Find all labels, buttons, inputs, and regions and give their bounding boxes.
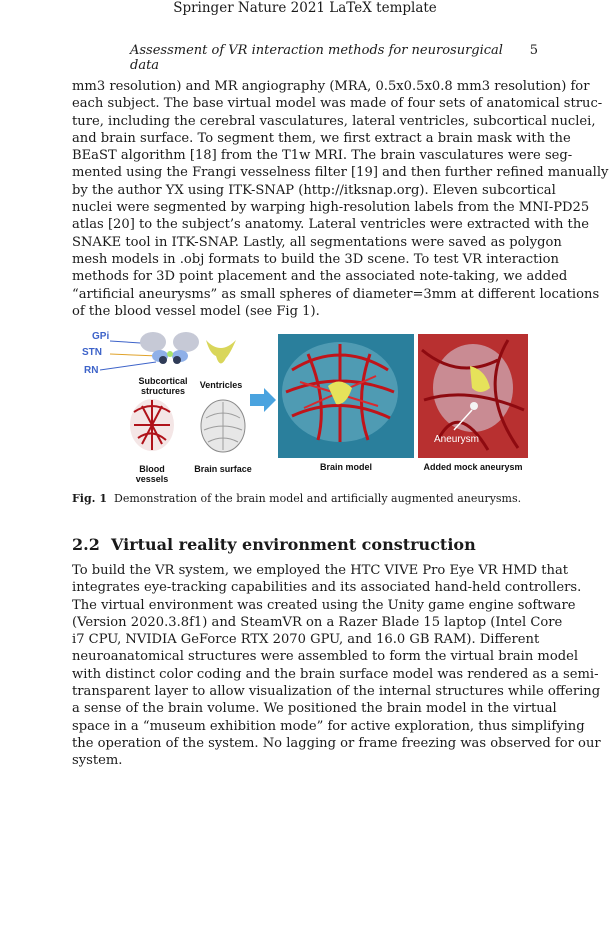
paragraph-intro [72, 78, 609, 320]
label-subcortical-structures: Subcortical structures [138, 376, 188, 396]
figure-1 [78, 330, 530, 484]
flow-arrow-icon [250, 388, 276, 412]
text-line: space in a “museum exhibition mode” for active exploration, thus simplifying [72, 718, 585, 734]
label-ventricles: Ventricles [199, 380, 243, 390]
text-line: mesh models in .obj formats to build the 3D scene. To test VR interaction [72, 251, 559, 267]
caption-label: Fig. 1 [72, 492, 107, 505]
rn-pointer [100, 362, 156, 370]
text-line: each subject. The base virtual model was made of four sets of anatomical struc- [72, 96, 603, 112]
text-line: To build the VR system, we employed the HTC VIVE Pro Eye VR HMD that [72, 563, 569, 578]
label-brain-model: Brain model [319, 462, 372, 472]
text-line: SNAKE tool in ITK-SNAP. Lastly, all segmentations were saved as polygon [72, 234, 562, 250]
text-line: a sense of the brain volume. We positioned the brain model in the virtual [72, 701, 557, 717]
caption-text: Demonstration of the brain model and artificially augmented aneurysms. [114, 492, 522, 505]
ventricles-image [206, 340, 236, 364]
stn-pointer [110, 354, 158, 356]
subcortical-structures-image [140, 332, 199, 364]
text-line: system. [72, 753, 123, 769]
text-line: atlas [20] to the subject’s anatomy. Lateral ventricles were extracted with the [72, 217, 590, 233]
text-line: by the author YX using ITK-SNAP (http://itksnap.org). Eleven subcortical [72, 182, 556, 198]
label-mock-aneurysm: Added mock aneurysm [423, 462, 523, 472]
text-line: ture, including the cerebral vasculatures, lateral ventricles, subcortical nuclei, [72, 113, 596, 129]
text-line: BEaST algorithm [18] from the T1w MRI. The brain vasculatures were seg- [72, 148, 573, 164]
label-aneurysm: Aneurysm [434, 434, 480, 445]
text-line: methods for 3D point placement and the associated note-taking, we added [72, 269, 568, 285]
text-line: transparent layer to allow visualization of the internal structures while offering [72, 684, 601, 700]
text-line: nuclei were segmented by warping high-resolution labels from the MNI-PD25 [72, 200, 590, 216]
text-line: neuroanatomical structures were assembled to form the virtual brain model [72, 649, 579, 665]
brain-surface-image [201, 400, 245, 452]
running-head: Springer Nature 2021 LaTeX template [173, 0, 437, 16]
text-line: (Version 2020.3.8f1) and SteamVR on a Razer Blade 15 laptop (Intel Core [72, 614, 563, 630]
label-brain-surface: Brain surface [194, 464, 252, 474]
text-line: “artificial aneurysms” as small spheres of diameter=3mm at different locations [72, 286, 600, 302]
figure-1-graphic [78, 330, 530, 478]
text-line: with distinct color coding and the brain surface model was rendered as a semi- [72, 666, 599, 682]
label-gpi: GPi [92, 331, 110, 342]
label-blood-vessels: Blood vessels [135, 464, 169, 484]
paragraph-vr [72, 562, 601, 770]
text-line: and brain surface. To segment them, we first extract a brain mask with the [72, 130, 571, 146]
text-line: i7 CPU, NVIDIA GeForce RTX 2070 GPU, and 16.0 GB RAM). Different [72, 632, 540, 648]
figure-caption [72, 492, 539, 506]
section-number: 2.2 [72, 535, 100, 554]
text-line: The virtual environment was created using the Unity game engine software [72, 597, 576, 613]
section-title: Virtual reality environment construction [110, 535, 476, 554]
text-line: of the blood vessel model (see Fig 1). [72, 303, 320, 319]
text-line: the operation of the system. No lagging or frame freezing was observed for our [72, 735, 601, 751]
text-line: mented using the Frangi vesselness filter [19] and then further refined manually [72, 165, 609, 181]
text-line: integrates eye-tracking capabilities and its associated hand-held controllers. [72, 580, 582, 596]
page-number: 5 [529, 43, 538, 58]
text-line: mm3 resolution) and MR angiography (MRA, 0.5x0.5x0.8 mm3 resolution) for [72, 79, 590, 94]
page-header [130, 43, 538, 73]
label-stn: STN [82, 347, 102, 358]
brain-model-image [282, 342, 398, 442]
section-heading [72, 535, 476, 555]
blood-vessels-image [130, 399, 174, 451]
header-title: Assessment of VR interaction methods for neurosurgical data [130, 43, 503, 73]
label-rn: RN [84, 365, 99, 376]
